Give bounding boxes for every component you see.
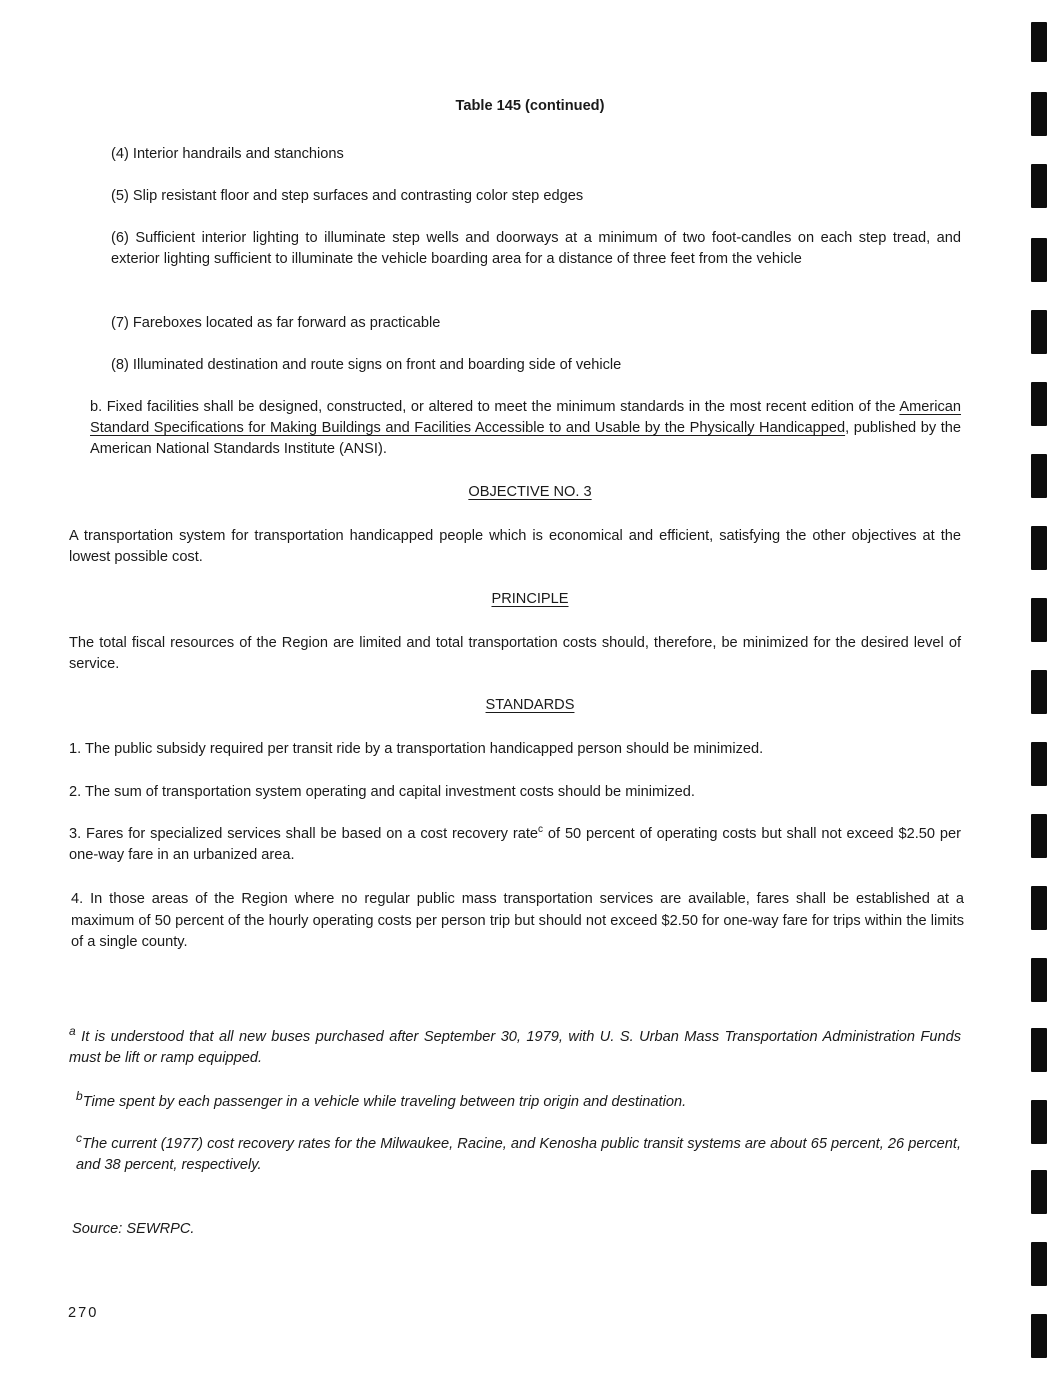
footnote-ref-c: c bbox=[538, 824, 544, 836]
standard-2: 2. The sum of transportation system operating and capital investment costs should be minimized. bbox=[69, 784, 695, 800]
scan-edge-mark bbox=[1031, 598, 1047, 642]
footnote-c bbox=[76, 1131, 961, 1176]
scan-edge-mark bbox=[1031, 1170, 1047, 1214]
scan-edge-mark bbox=[1031, 1028, 1047, 1072]
principle-heading: PRINCIPLE bbox=[491, 591, 569, 607]
objective-heading: OBJECTIVE NO. 3 bbox=[468, 484, 592, 500]
objective-text: A transportation system for transportation handicapped people which is economical and efficient, satisfying the other objectives at the lowest possible cost. bbox=[69, 528, 961, 565]
principle-text: The total fiscal resources of the Region are limited and total transportation costs should, therefore, be minimized for the desired level of service. bbox=[69, 635, 961, 672]
page-number: 270 bbox=[68, 1305, 99, 1321]
standard-3 bbox=[69, 824, 961, 866]
scan-edge-mark bbox=[1031, 526, 1047, 570]
scan-edge-mark bbox=[1031, 886, 1047, 930]
standard-4: 4. In those areas of the Region where no regular public mass transportation services are available, fares shall be established at a maximum of 50 percent of the hourly operating costs per person trip but should not exceed $2.50 for one-way fare for trips within the limits of a single county. bbox=[71, 891, 964, 950]
scan-edge-mark bbox=[1031, 1314, 1047, 1358]
scan-edge-mark bbox=[1031, 958, 1047, 1002]
footnote-b bbox=[76, 1089, 961, 1113]
ansi-standard-title: American Standard Specifications for Making Buildings and Facilities Accessible to and Usable by the Physically Handicapped bbox=[90, 399, 961, 436]
fixed-facilities-text: b. Fixed facilities shall be designed, constructed, or altered to meet the minimum standards in the most recent edition of the bbox=[90, 399, 900, 415]
list-item-4: (4) Interior handrails and stanchions bbox=[111, 146, 344, 162]
footnote-b-mark: b bbox=[76, 1089, 83, 1104]
scan-edge-mark bbox=[1031, 670, 1047, 714]
footnote-c-text: The current (1977) cost recovery rates for the Milwaukee, Racine, and Kenosha public transit systems are about 65 percent, 26 percent, and 38 percent, respectively. bbox=[76, 1136, 961, 1173]
scan-edge-mark bbox=[1031, 164, 1047, 208]
scan-edge-mark bbox=[1031, 454, 1047, 498]
list-item-8: (8) Illuminated destination and route signs on front and boarding side of vehicle bbox=[111, 357, 622, 373]
footnote-b-text: Time spent by each passenger in a vehicle while traveling between trip origin and destination. bbox=[82, 1094, 687, 1110]
table-title: Table 145 (continued) bbox=[455, 98, 605, 114]
source-note: Source: SEWRPC. bbox=[72, 1221, 195, 1237]
standard-1: 1. The public subsidy required per transit ride by a transportation handicapped person should be minimized. bbox=[69, 741, 764, 757]
scan-edge-mark bbox=[1031, 310, 1047, 354]
standards-heading: STANDARDS bbox=[485, 697, 575, 713]
scan-edge-mark bbox=[1031, 22, 1047, 62]
fixed-facilities-text-end: , published by the American National Standards Institute (ANSI). bbox=[90, 420, 962, 457]
scan-edge-mark bbox=[1031, 742, 1047, 786]
list-item-5: (5) Slip resistant floor and step surfaces and contrasting color step edges bbox=[111, 188, 584, 204]
scan-edge-mark bbox=[1031, 814, 1047, 858]
paragraph-fixed-facilities bbox=[90, 397, 961, 460]
scan-edge-mark bbox=[1031, 238, 1047, 282]
scan-edge-mark bbox=[1031, 1242, 1047, 1286]
list-item-7: (7) Fareboxes located as far forward as practicable bbox=[111, 315, 441, 331]
scan-edge-mark bbox=[1031, 92, 1047, 136]
scan-edge-mark bbox=[1031, 1100, 1047, 1144]
footnote-a-mark: a bbox=[69, 1024, 76, 1039]
standard-3-text-end: of 50 percent of operating costs but shall not exceed $2.50 per one-way fare in an urbanized area. bbox=[69, 826, 961, 863]
scan-edge-mark bbox=[1031, 382, 1047, 426]
list-item-6: (6) Sufficient interior lighting to illuminate step wells and doorways at a minimum of two foot-candles on each step tread, and exterior lighting sufficient to illuminate the vehicle boarding area for a distance of three feet from the vehicle bbox=[111, 230, 961, 267]
footnote-a bbox=[69, 1024, 961, 1069]
footnote-c-mark: c bbox=[76, 1131, 82, 1146]
standard-3-text: 3. Fares for specialized services shall be based on a cost recovery rate bbox=[69, 826, 539, 842]
footnote-a-text: It is understood that all new buses purchased after September 30, 1979, with U. S. Urban Mass Transportation Administration Funds must be lift or ramp equipped. bbox=[69, 1029, 961, 1066]
